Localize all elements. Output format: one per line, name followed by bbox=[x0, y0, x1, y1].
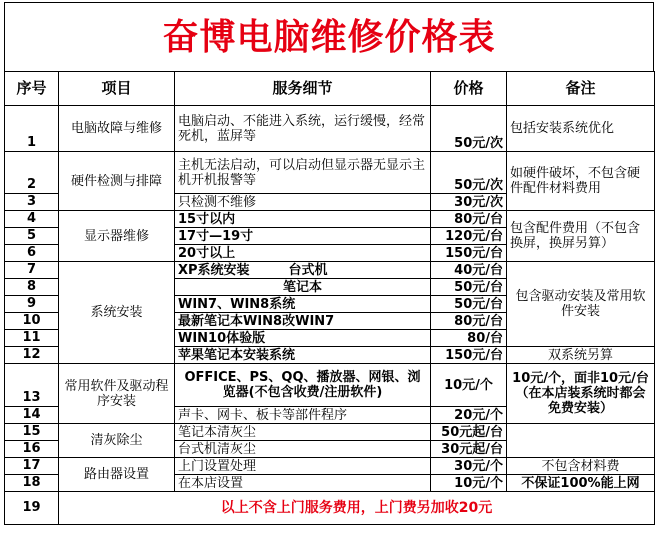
header-price: 价格 bbox=[431, 72, 507, 106]
page-title: 奋博电脑维修价格表 bbox=[4, 2, 654, 72]
row-price: 50元/次 bbox=[431, 106, 507, 152]
header-row bbox=[5, 72, 655, 106]
table-row bbox=[5, 262, 655, 279]
header-num: 序号 bbox=[5, 72, 59, 106]
header-note: 备注 bbox=[507, 72, 655, 106]
row-note: 包含配件费用（不包含换屏，换屏另算） bbox=[507, 211, 655, 262]
row-detail: 电脑启动、不能进入系统，运行缓慢，经常死机，蓝屏等 bbox=[175, 106, 431, 152]
row-num: 13 bbox=[5, 364, 59, 407]
row-detail: 主机无法启动，可以启动但显示器无显示主机开机报警等 bbox=[175, 152, 431, 194]
table-row bbox=[5, 364, 655, 407]
row-detail: 声卡、网卡、板卡等部件程序 bbox=[175, 407, 431, 424]
table-row bbox=[5, 152, 655, 194]
row-note: 不包含材料费 bbox=[507, 458, 655, 475]
row-num: 7 bbox=[5, 262, 59, 279]
row-num: 10 bbox=[5, 313, 59, 330]
row-num: 12 bbox=[5, 347, 59, 364]
row-price: 30元起/台 bbox=[431, 441, 507, 458]
row-price: 40元/台 bbox=[431, 262, 507, 279]
row-num: 14 bbox=[5, 407, 59, 424]
row-price: 150元/台 bbox=[431, 245, 507, 262]
row-detail: XP系统安装 台式机 bbox=[175, 262, 431, 279]
header-project: 项目 bbox=[59, 72, 175, 106]
footer-note: 以上不含上门服务费用，上门费另加收20元 bbox=[59, 492, 655, 525]
row-detail: 最新笔记本WIN8改WIN7 bbox=[175, 313, 431, 330]
row-price: 80/台 bbox=[431, 330, 507, 347]
row-num: 16 bbox=[5, 441, 59, 458]
price-table bbox=[4, 71, 655, 525]
row-detail: 笔记本 bbox=[175, 279, 431, 296]
row-project: 硬件检测与排障 bbox=[59, 152, 175, 211]
header-detail: 服务细节 bbox=[175, 72, 431, 106]
row-detail: 17寸—19寸 bbox=[175, 228, 431, 245]
row-project: 电脑故障与维修 bbox=[59, 106, 175, 152]
row-num: 19 bbox=[5, 492, 59, 525]
row-project: 常用软件及驱动程序安装 bbox=[59, 364, 175, 424]
table-row bbox=[5, 106, 655, 152]
row-price: 10元/个 bbox=[431, 364, 507, 407]
table-row bbox=[5, 211, 655, 228]
row-note: 包括安装系统优化 bbox=[507, 106, 655, 152]
row-price: 50元/次 bbox=[431, 152, 507, 194]
row-note-empty bbox=[507, 424, 655, 458]
row-num: 11 bbox=[5, 330, 59, 347]
row-project: 系统安装 bbox=[59, 262, 175, 364]
row-price: 50元起/台 bbox=[431, 424, 507, 441]
row-price: 10元/个 bbox=[431, 475, 507, 492]
row-num: 3 bbox=[5, 194, 59, 211]
row-num: 15 bbox=[5, 424, 59, 441]
row-detail: OFFICE、PS、QQ、播放器、网银、浏览器(不包含收费/注册软件) bbox=[175, 364, 431, 407]
row-price: 50元/台 bbox=[431, 279, 507, 296]
row-num: 8 bbox=[5, 279, 59, 296]
row-note: 不保证100%能上网 bbox=[507, 475, 655, 492]
row-detail: 笔记本清灰尘 bbox=[175, 424, 431, 441]
row-detail: 15寸以内 bbox=[175, 211, 431, 228]
row-num: 9 bbox=[5, 296, 59, 313]
row-num: 4 bbox=[5, 211, 59, 228]
row-price: 80元/台 bbox=[431, 313, 507, 330]
row-num: 2 bbox=[5, 152, 59, 194]
row-price: 120元/台 bbox=[431, 228, 507, 245]
row-detail: 只检测不维修 bbox=[175, 194, 431, 211]
row-detail: WIN10体验版 bbox=[175, 330, 431, 347]
row-price: 50元/台 bbox=[431, 296, 507, 313]
row-price: 30元/次 bbox=[431, 194, 507, 211]
row-price: 30元/个 bbox=[431, 458, 507, 475]
row-price: 80元/台 bbox=[431, 211, 507, 228]
row-num: 6 bbox=[5, 245, 59, 262]
table-row bbox=[5, 458, 655, 475]
row-detail: 上门设置处理 bbox=[175, 458, 431, 475]
table-row bbox=[5, 424, 655, 441]
row-detail: 在本店设置 bbox=[175, 475, 431, 492]
row-num: 17 bbox=[5, 458, 59, 475]
row-project: 显示器维修 bbox=[59, 211, 175, 262]
row-note: 10元/个，面非10元/台（在本店装系统时都会免费安装） bbox=[507, 364, 655, 424]
row-detail: 苹果笔记本安装系统 bbox=[175, 347, 431, 364]
row-note: 双系统另算 bbox=[507, 347, 655, 364]
row-project: 路由器设置 bbox=[59, 458, 175, 492]
row-detail: WIN7、WIN8系统 bbox=[175, 296, 431, 313]
row-project: 清灰除尘 bbox=[59, 424, 175, 458]
row-price: 20元/个 bbox=[431, 407, 507, 424]
row-note: 如硬件破坏，不包含硬件配件材料费用 bbox=[507, 152, 655, 211]
row-detail: 台式机清灰尘 bbox=[175, 441, 431, 458]
row-price: 150元/台 bbox=[431, 347, 507, 364]
table-row-footer bbox=[5, 492, 655, 525]
row-note: 包含驱动安装及常用软件安装 bbox=[507, 262, 655, 347]
row-detail: 20寸以上 bbox=[175, 245, 431, 262]
row-num: 1 bbox=[5, 106, 59, 152]
row-num: 18 bbox=[5, 475, 59, 492]
row-num: 5 bbox=[5, 228, 59, 245]
